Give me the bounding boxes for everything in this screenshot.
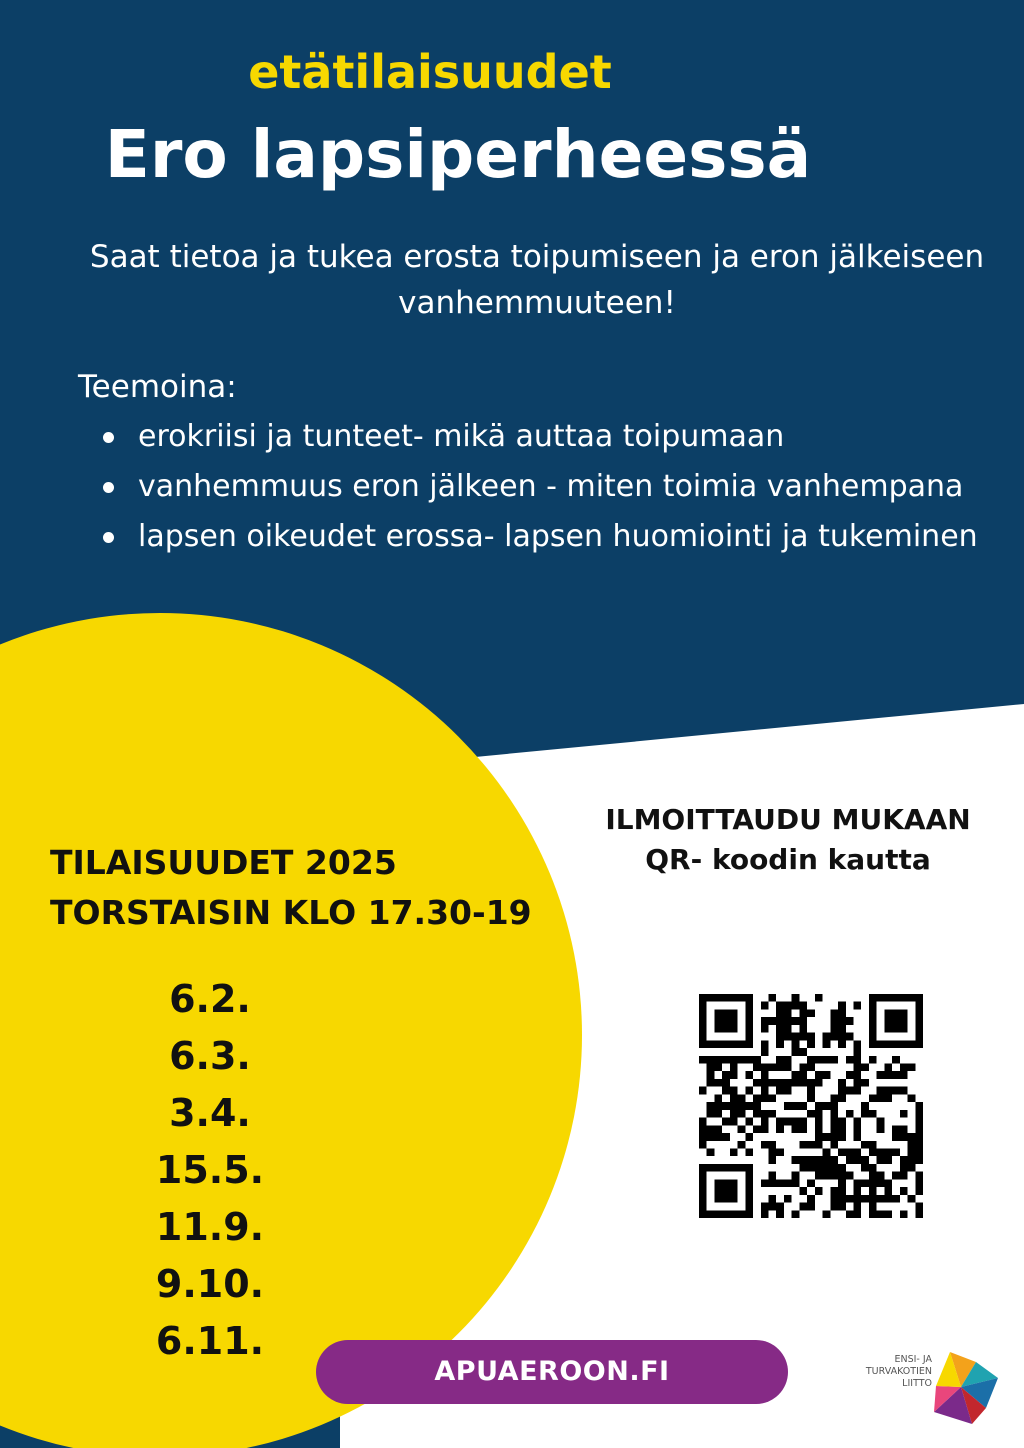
- signup-text: [588, 800, 988, 880]
- themes-heading: Teemoina:: [78, 369, 237, 405]
- bullet-icon: [103, 482, 114, 493]
- intro-text: [60, 234, 1014, 326]
- pinwheel-logo-icon: [920, 1346, 1002, 1428]
- date-item: 6.11.: [155, 1319, 265, 1363]
- logo-line-3: LIITTO: [902, 1378, 932, 1389]
- theme-item-text: vanhemmuus eron jälkeen - miten toimia vanhempana: [138, 469, 964, 504]
- date-item: 11.9.: [155, 1205, 265, 1249]
- theme-item: [100, 414, 978, 464]
- logo-line-2: TURVAKOTIEN: [865, 1366, 932, 1377]
- bullet-icon: [103, 532, 114, 543]
- intro-line-2: vanhemmuuteen!: [398, 285, 676, 321]
- dates-list: [120, 972, 300, 1371]
- events-time: TORSTAISIN KLO 17.30-19: [50, 893, 532, 932]
- bullet-icon: [103, 432, 114, 443]
- intro-line-1: Saat tietoa ja tukea erosta toipumiseen ja eron jälkeiseen: [89, 239, 985, 275]
- date-item: 9.10.: [155, 1262, 265, 1306]
- signup-line-2: QR- koodin kautta: [645, 843, 931, 876]
- date-item: 6.2.: [169, 977, 251, 1021]
- theme-item: [100, 464, 978, 514]
- theme-item: [100, 514, 978, 564]
- date-item: 3.4.: [169, 1091, 251, 1135]
- date-item: 15.5.: [155, 1148, 265, 1192]
- logo-line-1: ENSI- JA: [894, 1354, 932, 1365]
- qr-code[interactable]: [698, 994, 924, 1218]
- events-heading: [50, 838, 532, 938]
- signup-line-1: ILMOITTAUDU MUKAAN: [605, 803, 971, 836]
- date-item: 6.3.: [169, 1034, 251, 1078]
- page-title: Ero lapsiperheessä: [104, 116, 812, 193]
- theme-item-text: erokriisi ja tunteet- mikä auttaa toipumaan: [138, 419, 785, 454]
- themes-list: [100, 414, 978, 564]
- theme-item-text: lapsen oikeudet erossa- lapsen huomiointi ja tukeminen: [138, 519, 978, 554]
- website-link[interactable]: APUAEROON.FI: [316, 1340, 788, 1404]
- event-kicker: etätilaisuudet: [248, 45, 612, 99]
- events-year: TILAISUUDET 2025: [50, 843, 397, 882]
